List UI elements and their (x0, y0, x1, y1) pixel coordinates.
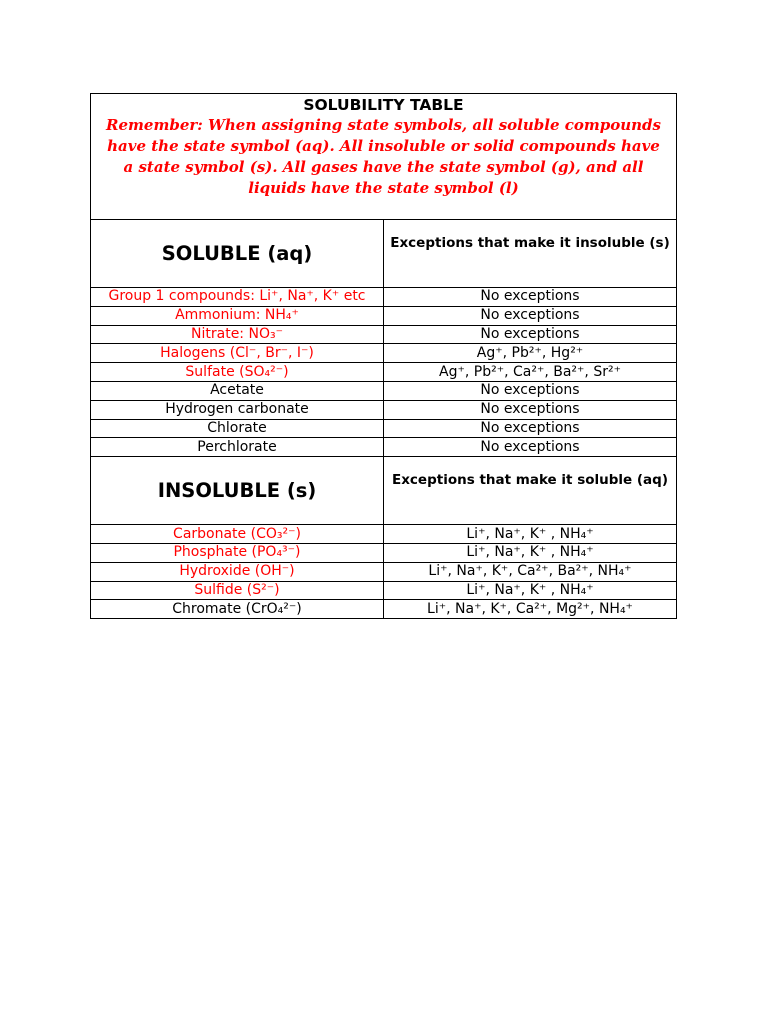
exceptions-cell: No exceptions (384, 419, 677, 438)
table-row (91, 400, 677, 419)
exceptions-cell: Li⁺, Na⁺, K⁺, Ca²⁺, Mg²⁺, NH₄⁺ (384, 600, 677, 619)
soluble-rows (91, 288, 677, 457)
table-row (91, 344, 677, 363)
table-row (91, 525, 677, 544)
exceptions-cell: No exceptions (384, 325, 677, 344)
title-cell (91, 94, 677, 220)
exceptions-cell: Ag⁺, Pb²⁺, Hg²⁺ (384, 344, 677, 363)
compound-cell: Carbonate (CO₃²⁻) (91, 525, 384, 544)
exceptions-cell: Li⁺, Na⁺, K⁺ , NH₄⁺ (384, 581, 677, 600)
exceptions-cell: No exceptions (384, 306, 677, 325)
compound-cell: Sulfide (S²⁻) (91, 581, 384, 600)
table-row (91, 288, 677, 307)
exceptions-cell: No exceptions (384, 400, 677, 419)
exceptions-cell: Ag⁺, Pb²⁺, Ca²⁺, Ba²⁺, Sr²⁺ (384, 363, 677, 382)
exceptions-cell: Li⁺, Na⁺, K⁺ , NH₄⁺ (384, 543, 677, 562)
compound-cell: Acetate (91, 381, 384, 400)
exceptions-cell: No exceptions (384, 288, 677, 307)
compound-cell: Nitrate: NO₃⁻ (91, 325, 384, 344)
exceptions-cell: No exceptions (384, 381, 677, 400)
insoluble-heading: INSOLUBLE (s) (91, 457, 384, 525)
table-row (91, 438, 677, 457)
table-row (91, 381, 677, 400)
exceptions-cell: Li⁺, Na⁺, K⁺ , NH₄⁺ (384, 525, 677, 544)
insoluble-rows (91, 525, 677, 619)
compound-cell: Sulfate (SO₄²⁻) (91, 363, 384, 382)
table-row (91, 562, 677, 581)
soluble-exceptions-heading: Exceptions that make it insoluble (s) (384, 220, 677, 288)
table-row (91, 543, 677, 562)
compound-cell: Chlorate (91, 419, 384, 438)
insoluble-exceptions-heading: Exceptions that make it soluble (aq) (384, 457, 677, 525)
table-row (91, 306, 677, 325)
table-row (91, 325, 677, 344)
compound-cell: Hydrogen carbonate (91, 400, 384, 419)
table-row (91, 419, 677, 438)
table-title: SOLUBILITY TABLE (303, 96, 464, 114)
exceptions-cell: Li⁺, Na⁺, K⁺, Ca²⁺, Ba²⁺, NH₄⁺ (384, 562, 677, 581)
compound-cell: Halogens (Cl⁻, Br⁻, I⁻) (91, 344, 384, 363)
compound-cell: Hydroxide (OH⁻) (91, 562, 384, 581)
solubility-table (90, 93, 677, 619)
table-row (91, 581, 677, 600)
table-row (91, 363, 677, 382)
compound-cell: Perchlorate (91, 438, 384, 457)
soluble-heading: SOLUBLE (aq) (91, 220, 384, 288)
insoluble-header-row (91, 457, 677, 525)
compound-cell: Phosphate (PO₄³⁻) (91, 543, 384, 562)
solubility-document (90, 93, 677, 619)
compound-cell: Chromate (CrO₄²⁻) (91, 600, 384, 619)
compound-cell: Group 1 compounds: Li⁺, Na⁺, K⁺ etc (91, 288, 384, 307)
table-row (91, 600, 677, 619)
title-row (91, 94, 677, 220)
exceptions-cell: No exceptions (384, 438, 677, 457)
soluble-header-row (91, 220, 677, 288)
compound-cell: Ammonium: NH₄⁺ (91, 306, 384, 325)
remember-note: Remember: When assigning state symbols, all soluble compounds have the state symbol (aq). All insoluble or solid compounds have a state symbol (s). All gases have the state symbol (g), and all liquids have the state symbol (l) (106, 116, 661, 197)
